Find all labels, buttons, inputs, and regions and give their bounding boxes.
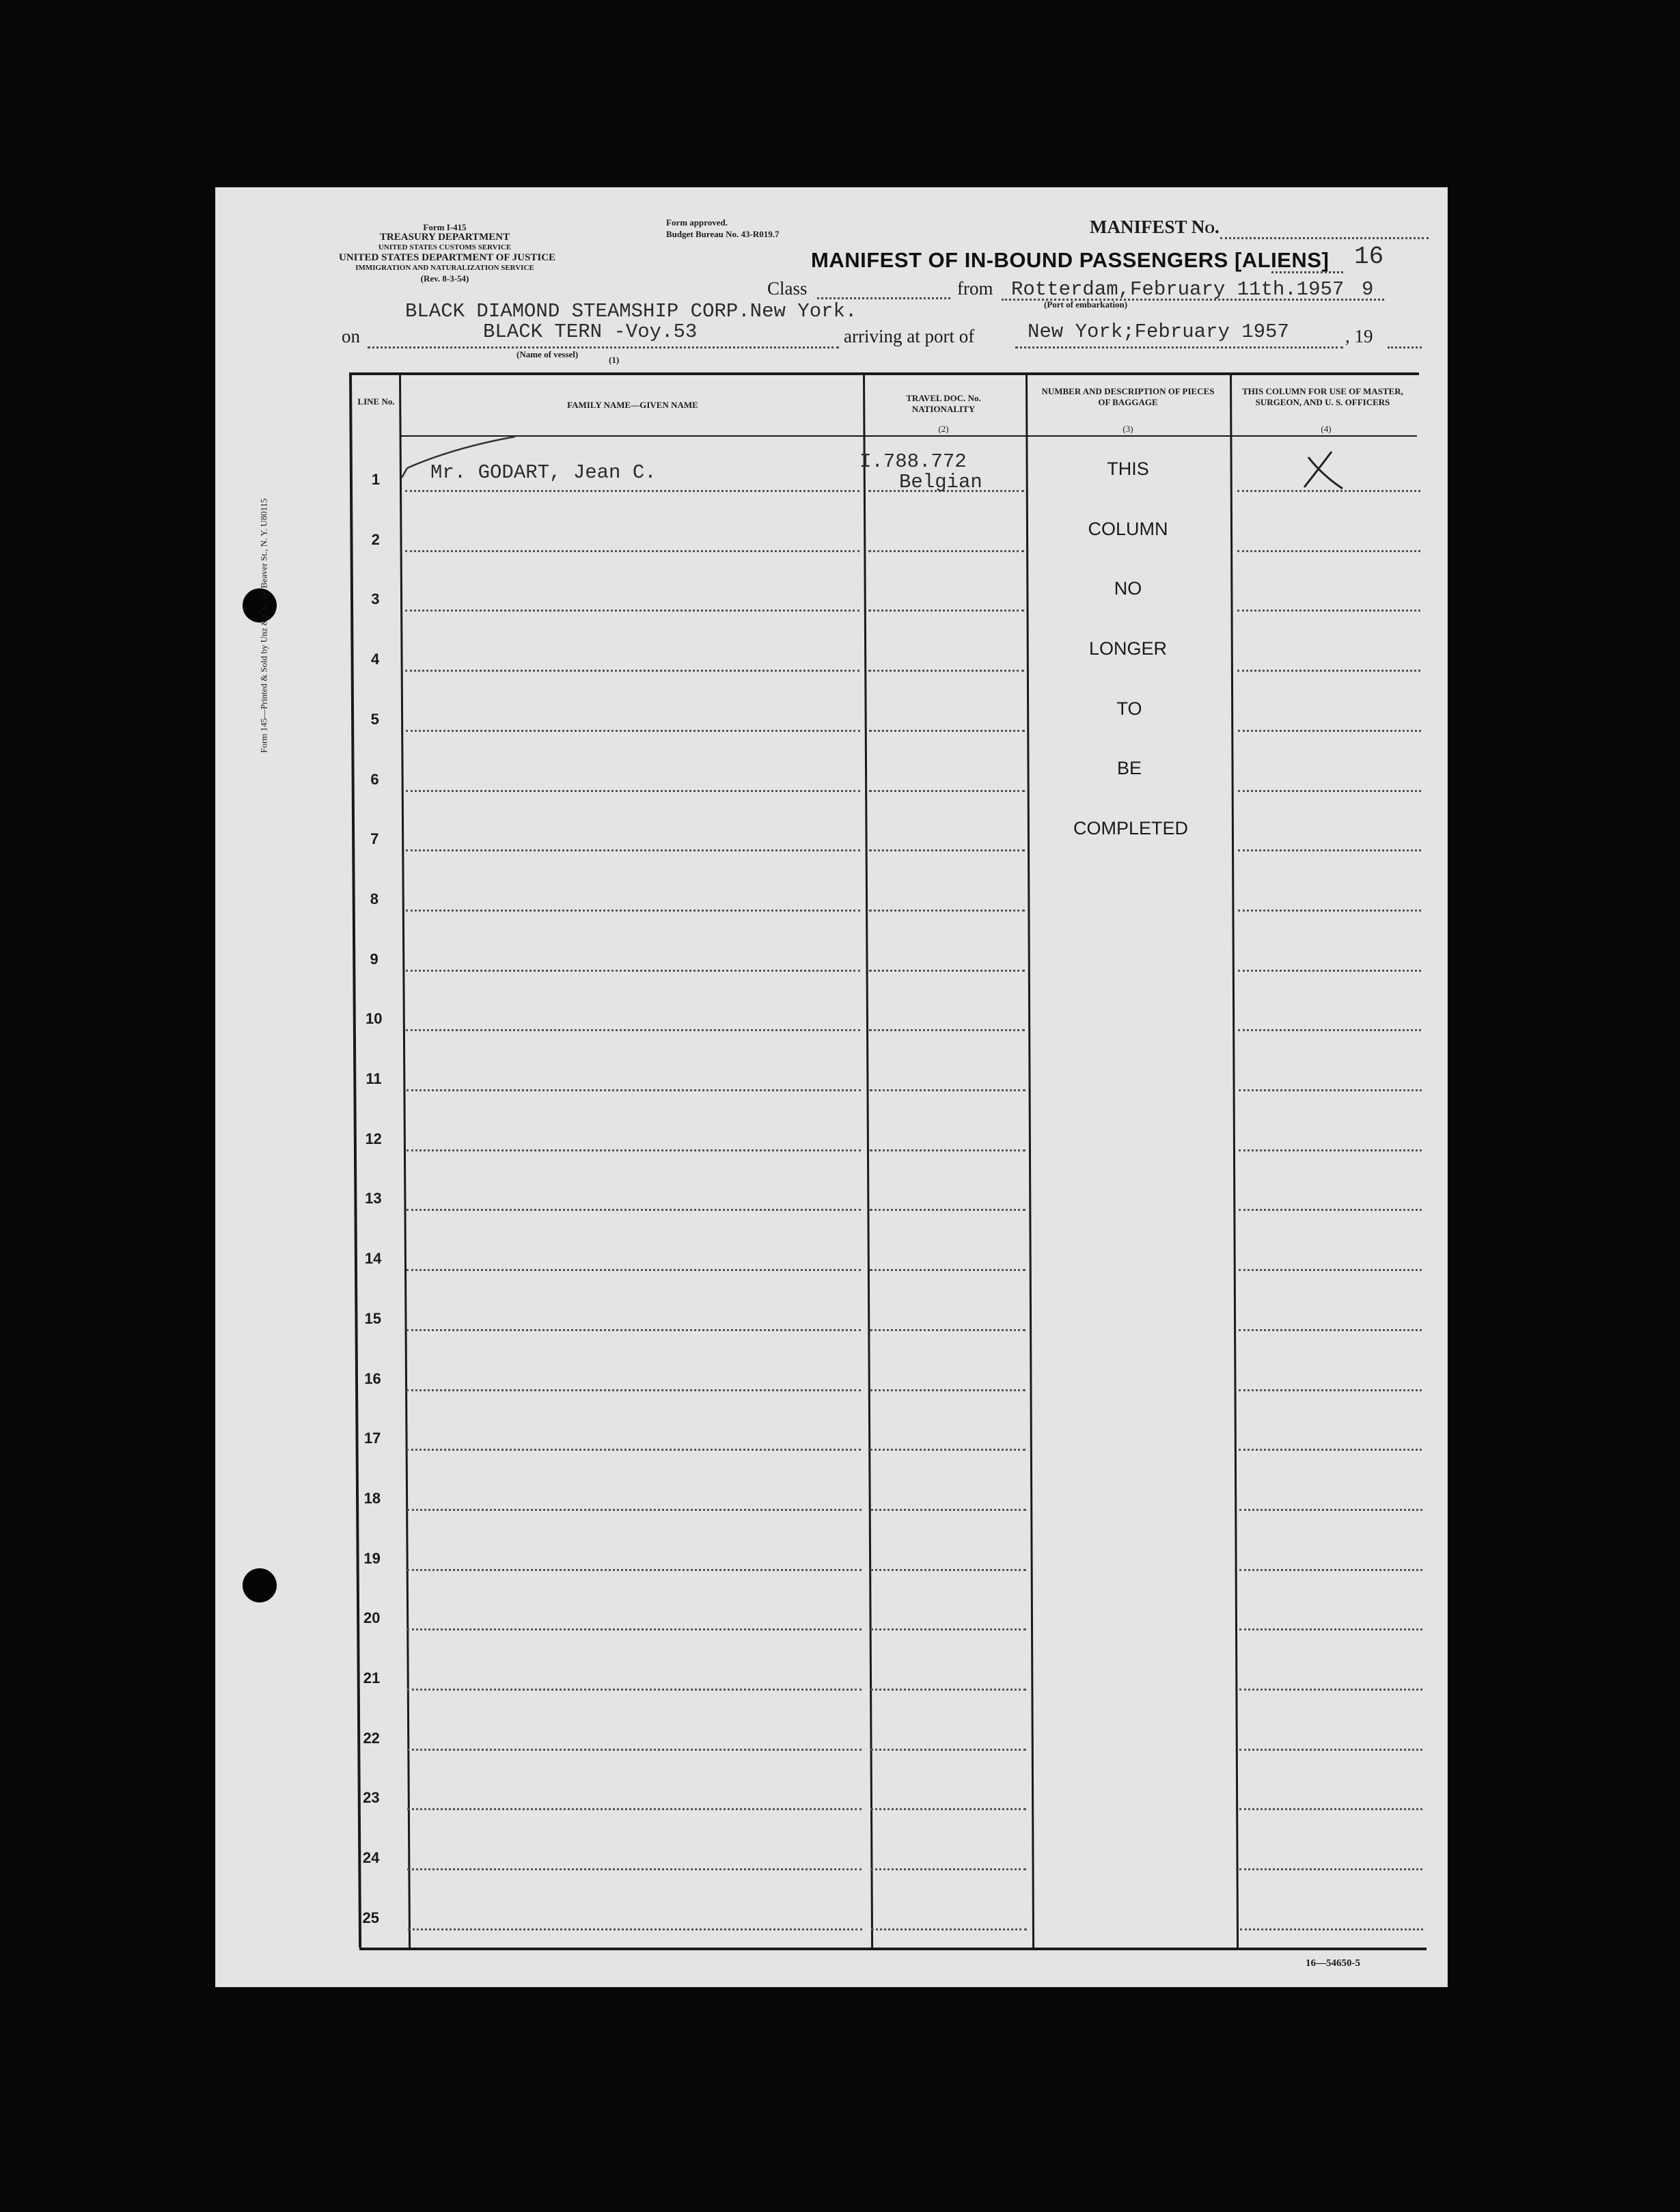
row-dotted-line xyxy=(1240,1928,1423,1930)
manifest-no-label: MANIFEST No. xyxy=(1090,217,1220,237)
line-number: 2 xyxy=(371,530,380,548)
row-dotted-line xyxy=(406,1029,860,1031)
port-caption: (Port of embarkation) xyxy=(1044,299,1128,310)
line-number: 19 xyxy=(363,1549,381,1567)
header-line-no: LINE No. xyxy=(357,396,395,407)
row-dotted-line xyxy=(869,1029,1025,1031)
row-dotted-line xyxy=(1239,1509,1422,1511)
line-number: 7 xyxy=(370,830,379,848)
row-dotted-line xyxy=(1239,1389,1422,1391)
header-officers-num: (4) xyxy=(1321,424,1332,434)
row-dotted-line xyxy=(1239,1149,1422,1151)
header-baggage: NUMBER AND DESCRIPTION OF PIECES OF BAGGAGE xyxy=(1041,386,1215,407)
line-number: 25 xyxy=(362,1909,380,1926)
row-dotted-line xyxy=(407,1149,861,1151)
row-dotted-line xyxy=(407,1449,861,1451)
manifest-no-line xyxy=(1220,237,1429,239)
agency-block: Form I-415 TREASURY DEPARTMENT UNITED STATES CUSTOMS SERVICE UNITED STATES DEPARTMENT OF JUSTICE IMMIGRATION AND NATURALIZATION SERVICE (Rev. 8-3-54) xyxy=(339,222,556,284)
line-number: 8 xyxy=(370,890,379,907)
line-number: 5 xyxy=(370,710,379,728)
year-line xyxy=(1388,346,1422,349)
row-dotted-line xyxy=(870,1269,1025,1271)
passenger-name: Mr. GODART, Jean C. xyxy=(430,461,657,484)
row-dotted-line xyxy=(1239,1269,1422,1271)
manifest-no-value: 16 xyxy=(1354,243,1384,271)
col-divider-line xyxy=(399,372,411,1948)
stamp-word-3: NO xyxy=(1114,578,1142,599)
row-dotted-line xyxy=(407,1329,861,1331)
row-dotted-line xyxy=(407,1868,862,1870)
row-dotted-line xyxy=(870,1389,1025,1391)
header-baggage-num: (3) xyxy=(1123,424,1133,434)
row-dotted-line xyxy=(870,1689,1026,1691)
line-number: 4 xyxy=(370,651,380,668)
row-dotted-line xyxy=(870,1329,1025,1331)
title-line xyxy=(1271,271,1343,273)
row-dotted-line xyxy=(1237,670,1420,672)
from-suffix: 9 xyxy=(1362,278,1374,301)
row-dotted-line xyxy=(406,849,860,851)
class-label: Class xyxy=(767,278,808,299)
row-dotted-line xyxy=(408,1928,862,1930)
row-dotted-line xyxy=(407,1269,861,1271)
row-dotted-line xyxy=(1239,1449,1422,1451)
row-dotted-line xyxy=(1238,849,1421,851)
row-dotted-line xyxy=(870,1209,1025,1211)
line-number: 15 xyxy=(364,1309,382,1327)
row-dotted-line xyxy=(1238,910,1421,912)
row-dotted-line xyxy=(407,1509,862,1511)
row-dotted-line xyxy=(405,670,859,672)
row-dotted-line xyxy=(1238,970,1421,972)
header-rule xyxy=(400,435,1417,437)
row-dotted-line xyxy=(868,550,1024,552)
row-dotted-line xyxy=(405,490,859,492)
form-footer-code: 16—54650-5 xyxy=(1306,1958,1360,1969)
row-dotted-line xyxy=(406,970,860,972)
table-bottom-border xyxy=(359,1948,1427,1950)
header-family-name: FAMILY NAME—GIVEN NAME xyxy=(567,400,698,410)
row-dotted-line xyxy=(1237,550,1420,552)
manifest-title: MANIFEST OF IN-BOUND PASSENGERS [ALIENS] xyxy=(811,248,1330,272)
row-dotted-line xyxy=(871,1928,1027,1930)
row-dotted-line xyxy=(1239,1749,1422,1751)
row-dotted-line xyxy=(869,790,1025,792)
row-dotted-line xyxy=(406,790,860,792)
col-divider-baggage xyxy=(1230,372,1239,1948)
line-number: 6 xyxy=(370,770,379,788)
company-name: BLACK DIAMOND STEAMSHIP CORP.New York. xyxy=(405,300,857,323)
row-dotted-line xyxy=(407,1689,862,1691)
row-dotted-line xyxy=(407,1628,862,1630)
stamp-word-1: THIS xyxy=(1107,459,1149,479)
row-dotted-line xyxy=(870,1749,1026,1751)
port-of-arrival: New York;February 1957 xyxy=(1028,320,1289,343)
line-number: 23 xyxy=(363,1789,380,1807)
line-number: 10 xyxy=(366,1010,383,1028)
punch-hole-bottom xyxy=(243,1568,277,1602)
row-dotted-line xyxy=(405,550,859,552)
header-travel-doc-num: (2) xyxy=(938,424,949,434)
row-dotted-line xyxy=(1238,790,1421,792)
header-travel-doc: TRAVEL DOC. No. NATIONALITY xyxy=(906,393,981,414)
on-label: on xyxy=(342,326,360,346)
from-label: from xyxy=(957,278,993,299)
header-officers: THIS COLUMN FOR USE OF MASTER, SURGEON, AND U. S. OFFICERS xyxy=(1242,386,1403,407)
row-dotted-line xyxy=(405,610,859,612)
row-dotted-line xyxy=(869,970,1025,972)
officer-x-mark xyxy=(1299,448,1347,493)
vessel-name: BLACK TERN -Voy.53 xyxy=(483,320,698,343)
row-dotted-line xyxy=(1239,1329,1422,1331)
row-dotted-line xyxy=(1239,1569,1422,1571)
stamp-word-7: COMPLETED xyxy=(1073,818,1189,838)
row-dotted-line xyxy=(407,1089,861,1091)
line-number: 12 xyxy=(365,1130,382,1147)
side-printer-note: Form 145—Printed & Sold by Unz & Co., 24 Beaver St., N. Y. U80115 xyxy=(258,498,269,753)
row-dotted-line xyxy=(870,1149,1025,1151)
line-number: 13 xyxy=(365,1190,382,1207)
stamp-word-5: TO xyxy=(1116,698,1142,719)
nationality: Belgian xyxy=(899,471,982,493)
line-number: 24 xyxy=(362,1849,380,1867)
line-number: 3 xyxy=(371,590,380,608)
table-left-border xyxy=(349,372,361,1948)
col-divider-name xyxy=(863,372,873,1948)
row-dotted-line xyxy=(868,610,1024,612)
vessel-line xyxy=(368,346,839,349)
manifest-page xyxy=(216,188,1447,1986)
row-dotted-line xyxy=(1238,1029,1421,1031)
travel-doc-number: I.788.772 xyxy=(859,450,967,473)
line-number: 1 xyxy=(371,471,381,488)
class-line xyxy=(817,297,950,299)
row-dotted-line xyxy=(407,1749,862,1751)
stamp-word-6: BE xyxy=(1116,758,1142,778)
table-top-border xyxy=(349,372,1419,375)
row-dotted-line xyxy=(1238,730,1421,732)
row-dotted-line xyxy=(407,1389,861,1391)
row-dotted-line xyxy=(1239,1628,1422,1630)
vessel-caption: (Name of vessel) xyxy=(517,349,579,359)
row-dotted-line xyxy=(869,730,1025,732)
form-approved-note: Form approved. Budget Bureau No. 43-R019.7 xyxy=(666,217,780,239)
line-number: 14 xyxy=(364,1250,382,1268)
line-number: 20 xyxy=(363,1609,381,1627)
line-number: 9 xyxy=(370,950,378,968)
row-dotted-line xyxy=(1239,1089,1422,1091)
col-divider-doc xyxy=(1025,372,1034,1948)
arriving-label: arriving at port of xyxy=(844,326,975,346)
row-dotted-line xyxy=(407,1808,862,1810)
row-dotted-line xyxy=(870,1868,1026,1870)
year-label: , 19 xyxy=(1345,326,1373,346)
row-dotted-line xyxy=(1239,1868,1422,1870)
arrival-line xyxy=(1015,346,1343,349)
row-dotted-line xyxy=(407,1209,861,1211)
stamp-word-4: LONGER xyxy=(1088,638,1168,659)
line-number: 16 xyxy=(364,1369,381,1387)
row-dotted-line xyxy=(870,1089,1025,1091)
line-number: 17 xyxy=(363,1430,381,1447)
row-dotted-line xyxy=(406,910,860,912)
row-dotted-line xyxy=(870,1808,1026,1810)
line-number: 22 xyxy=(363,1729,380,1747)
row-dotted-line xyxy=(1239,1689,1422,1691)
row-dotted-line xyxy=(1239,1209,1422,1211)
row-dotted-line xyxy=(870,1509,1026,1511)
row-dotted-line xyxy=(1237,610,1420,612)
line-number: 21 xyxy=(363,1669,381,1687)
row-dotted-line xyxy=(869,849,1025,851)
row-dotted-line xyxy=(406,730,860,732)
row-dotted-line xyxy=(869,910,1025,912)
vessel-col-number: (1) xyxy=(609,355,620,365)
line-number: 18 xyxy=(363,1489,381,1507)
row-dotted-line xyxy=(870,1628,1026,1630)
row-dotted-line xyxy=(1239,1808,1422,1810)
port-of-embarkation: Rotterdam,February 11th.1957 xyxy=(1011,278,1345,301)
row-dotted-line xyxy=(868,670,1024,672)
row-dotted-line xyxy=(870,1449,1025,1451)
line-number: 11 xyxy=(366,1070,382,1087)
row-dotted-line xyxy=(870,1569,1026,1571)
row-dotted-line xyxy=(407,1569,862,1571)
stamp-word-2: COLUMN xyxy=(1088,519,1168,539)
